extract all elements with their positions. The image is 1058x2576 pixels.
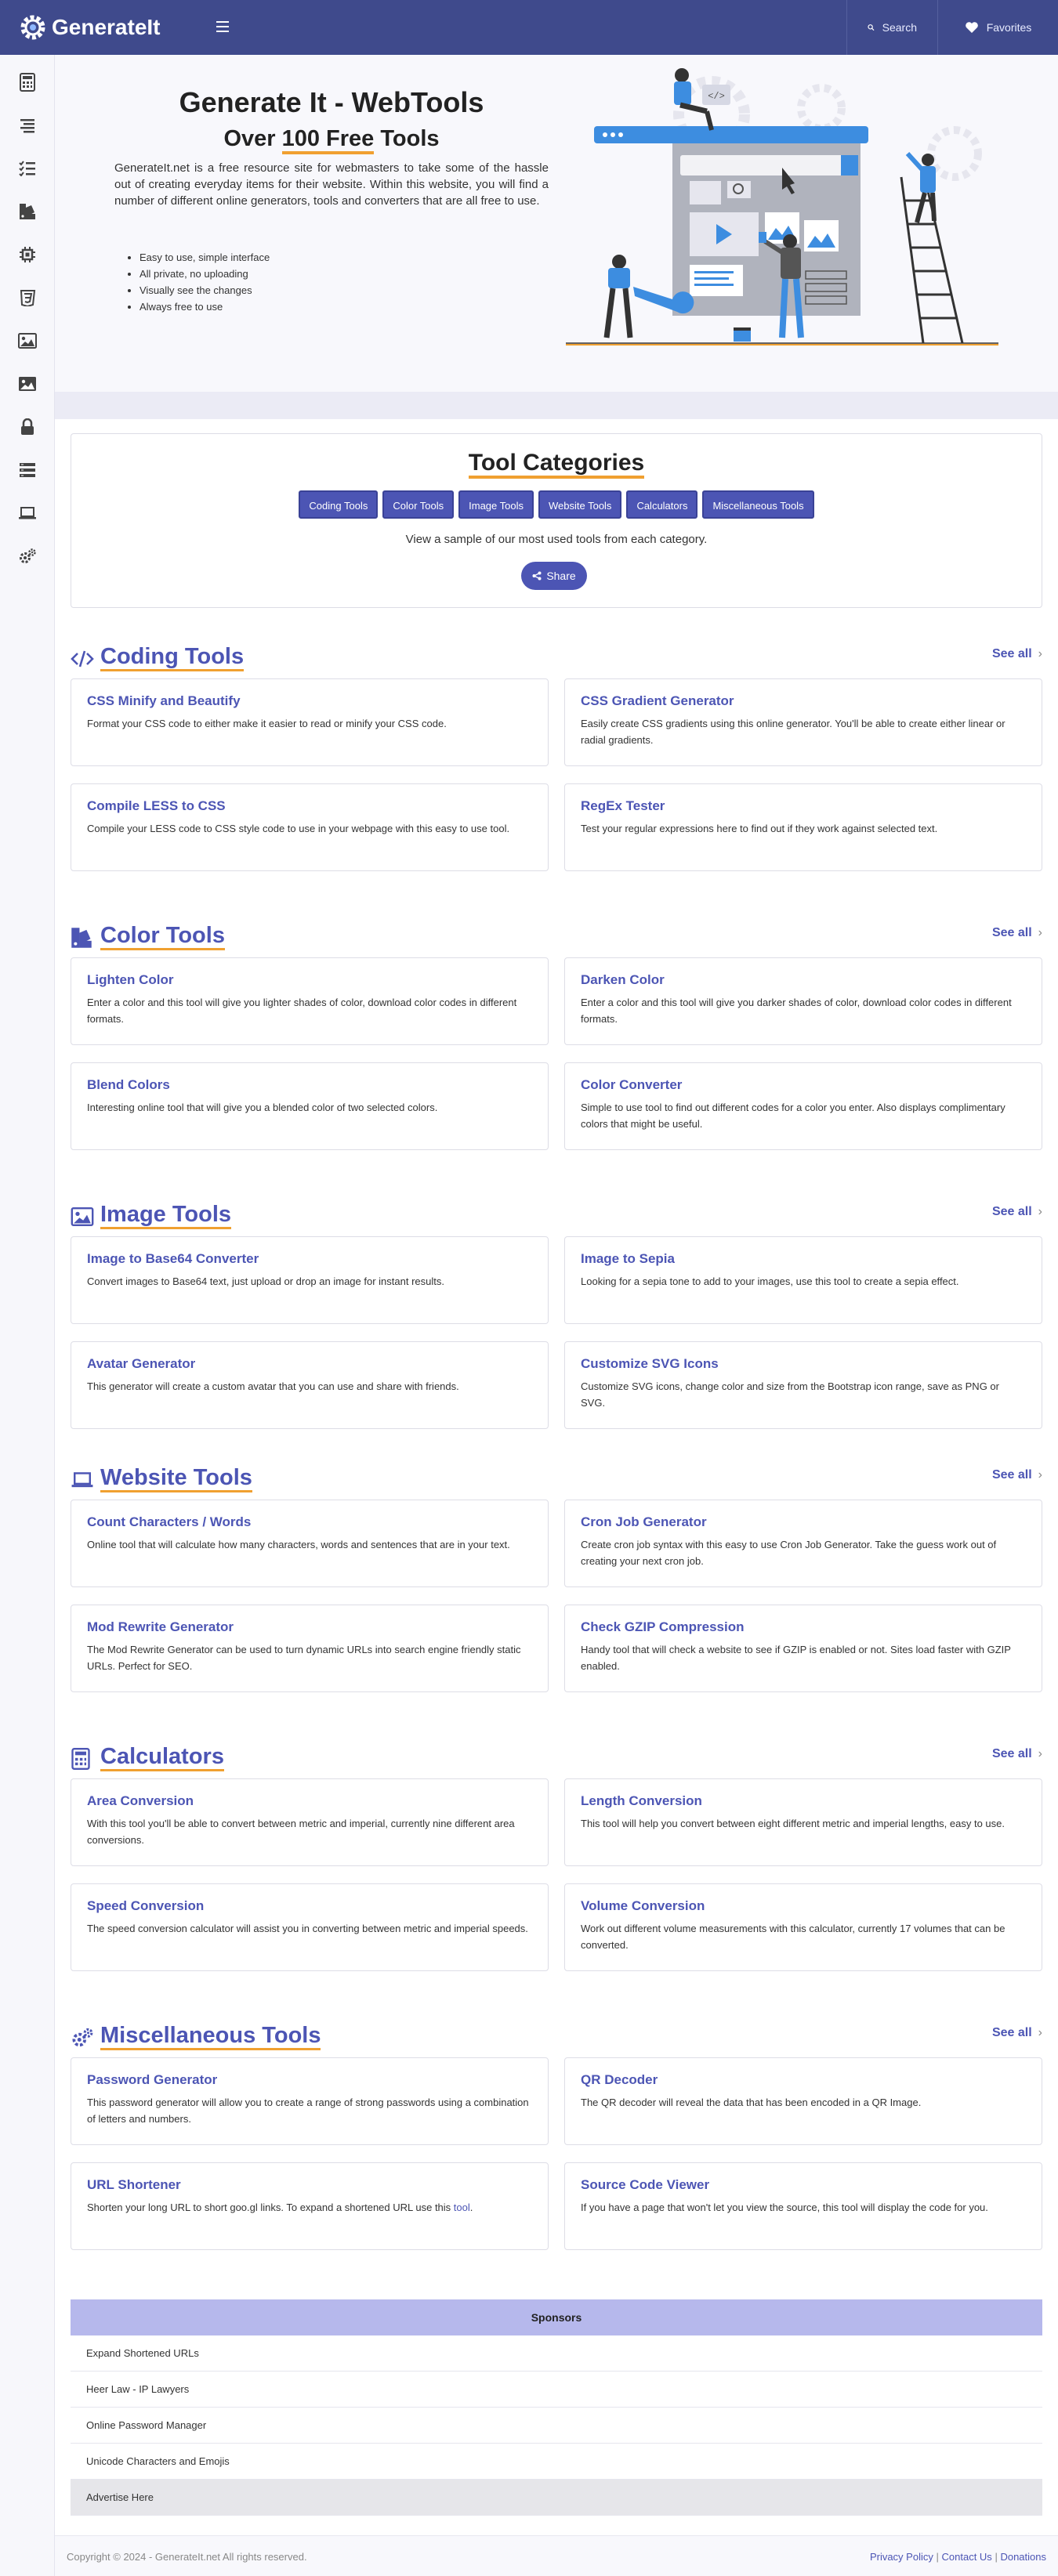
hamburger-icon[interactable] (216, 19, 232, 37)
lock-icon[interactable] (17, 417, 38, 437)
tool-card[interactable] (71, 2057, 549, 2145)
share-icon (532, 571, 542, 581)
section-coding-tools (71, 642, 1042, 893)
calculator-icon (71, 1749, 94, 1769)
tool-description-text: Shorten your long URL to short goo.gl links. To expand a shortened URL use this (87, 2202, 454, 2213)
tool-description: With this tool you'll be able to convert between metric and imperial, currently nine different area conversions. (87, 1818, 515, 1846)
sponsor-link[interactable]: Unicode Characters and Emojis (71, 2444, 1042, 2480)
footer-links (870, 2551, 1046, 2563)
tool-description: Compile your LESS code to CSS style code to use in your webpage with this easy to use tool. (87, 823, 510, 834)
category-button-coding[interactable]: Coding Tools (299, 490, 378, 519)
tool-title[interactable]: Volume Conversion (581, 1898, 705, 1913)
tool-title[interactable]: Mod Rewrite Generator (87, 1619, 234, 1634)
tool-title[interactable]: Customize SVG Icons (581, 1356, 719, 1371)
tool-card[interactable] (71, 678, 549, 766)
advertise-link[interactable]: Advertise Here (71, 2480, 1042, 2516)
footer-separator: | (995, 2551, 998, 2563)
tool-title[interactable]: CSS Minify and Beautify (87, 693, 241, 708)
category-button-image[interactable]: Image Tools (458, 490, 534, 519)
section-title-text: Website Tools (100, 1465, 252, 1492)
tool-card[interactable] (71, 783, 549, 871)
laptop-icon (71, 1470, 94, 1490)
tool-description: This generator will create a custom avatar that you can use and share with friends. (87, 1380, 459, 1392)
palette-icon[interactable] (17, 201, 38, 222)
section-image-tools (71, 1200, 1042, 1451)
image-icon[interactable] (17, 331, 38, 351)
tool-card[interactable] (71, 1500, 549, 1587)
tool-card[interactable] (564, 1883, 1042, 1971)
tool-description: Simple to use tool to find out different codes for a color you enter. Also displays complimentary colors that might be useful. (581, 1102, 1005, 1130)
tool-title[interactable]: RegEx Tester (581, 798, 665, 813)
tool-description: The speed conversion calculator will assist you in converting between metric and imperial speeds. (87, 1923, 528, 1934)
list-icon[interactable] (17, 460, 38, 480)
section-title-text: Miscellaneous Tools (100, 2023, 321, 2050)
tool-description: Format your CSS code to either make it easier to read or minify your CSS code. (87, 718, 447, 729)
feature-item: • All private, no uploading (139, 266, 270, 282)
hero-divider (55, 392, 1058, 419)
tool-card[interactable] (71, 1883, 549, 1971)
tool-card[interactable] (564, 957, 1042, 1045)
section-title[interactable] (100, 1202, 231, 1228)
tool-description: Enter a color and this tool will give you lighter shades of color, download color codes in different formats. (87, 997, 517, 1025)
tool-card[interactable] (564, 2057, 1042, 2145)
contact-us-link[interactable]: Contact Us (941, 2551, 992, 2563)
sponsors-table (71, 2299, 1042, 2516)
tool-title[interactable]: URL Shortener (87, 2177, 181, 2192)
see-all-label: See all (991, 1468, 1032, 1482)
search-icon (868, 20, 875, 34)
tool-title[interactable]: Check GZIP Compression (581, 1619, 745, 1634)
feature-item: • Always free to use (139, 298, 270, 315)
chevron-right-icon: › (1038, 1747, 1042, 1760)
tool-description: Convert images to Base64 text, just upload or drop an image for instant results. (87, 1275, 444, 1287)
category-buttons (71, 490, 1042, 519)
tool-card[interactable] (71, 1605, 549, 1692)
tool-description: This tool will help you convert between eight different metric and imperial lengths, easy to use. (581, 1818, 1005, 1829)
tool-description: Customize SVG icons, change color and size from the Bootstrap icon range, save as PNG or SVG. (581, 1380, 999, 1409)
favorites-button[interactable] (937, 0, 1058, 55)
privacy-policy-link[interactable]: Privacy Policy (869, 2551, 933, 2563)
tool-card[interactable] (71, 1236, 549, 1324)
tool-title[interactable]: Count Characters / Words (87, 1514, 252, 1529)
checklist-icon[interactable] (17, 158, 38, 179)
donations-link[interactable]: Donations (1000, 2551, 1046, 2563)
tool-categories-card (71, 433, 1042, 608)
gears-icon (71, 2028, 94, 2048)
section-title[interactable] (100, 644, 244, 670)
chevron-right-icon: › (1038, 926, 1042, 939)
tool-card[interactable] (71, 1778, 549, 1866)
see-all-label: See all (991, 1205, 1032, 1218)
laptop-icon[interactable] (17, 503, 38, 523)
sponsor-link[interactable]: Online Password Manager (71, 2408, 1042, 2444)
tool-description: The QR decoder will reveal the data that has been encoded in a QR Image. (581, 2097, 922, 2108)
section-header (71, 642, 1042, 674)
category-button-website[interactable]: Website Tools (538, 490, 621, 519)
section-title-text: Image Tools (100, 1202, 231, 1229)
section-header (71, 1200, 1042, 1232)
sponsors-header: Sponsors (71, 2299, 1042, 2335)
search-button[interactable] (846, 0, 937, 55)
section-header (71, 921, 1042, 953)
tool-card[interactable] (564, 1778, 1042, 1866)
footer-separator: | (936, 2551, 939, 2563)
category-button-misc[interactable]: Miscellaneous Tools (702, 490, 813, 519)
sponsor-link[interactable]: Heer Law - IP Lawyers (71, 2372, 1042, 2408)
categories-title-text: Tool Categories (469, 450, 644, 479)
categories-note: View a sample of our most used tools from each category. (405, 533, 708, 546)
tool-title[interactable]: Lighten Color (87, 972, 174, 987)
svg-text:</>: </> (708, 91, 725, 102)
tool-card[interactable] (564, 1236, 1042, 1324)
heart-icon (965, 21, 979, 34)
tool-description-end: . (469, 2202, 473, 2213)
hero-illustration (563, 67, 1002, 349)
category-button-calculators[interactable]: Calculators (626, 490, 697, 519)
tool-title[interactable]: Darken Color (581, 972, 665, 987)
feature-list (139, 249, 270, 315)
see-all-link[interactable] (992, 647, 1042, 661)
see-all-label: See all (991, 647, 1032, 660)
share-button[interactable] (521, 562, 587, 590)
tool-card[interactable] (71, 957, 549, 1045)
tool-title[interactable]: Length Conversion (581, 1793, 702, 1808)
share-label: Share (546, 570, 576, 582)
tool-card[interactable] (564, 1341, 1042, 1429)
tool-description: If you have a page that won't let you view the source, this tool will display the code for you. (581, 2202, 988, 2213)
tool-card[interactable] (71, 1341, 549, 1429)
palette-icon (71, 928, 94, 948)
section-website-tools (71, 1463, 1042, 1714)
css-icon[interactable] (17, 288, 38, 308)
tool-title[interactable]: Compile LESS to CSS (87, 798, 226, 813)
text-align-icon[interactable] (17, 115, 38, 136)
tool-card[interactable] (71, 1062, 549, 1150)
see-all-link[interactable] (992, 1747, 1042, 1761)
chevron-right-icon: › (1038, 2026, 1042, 2039)
tool-title[interactable]: CSS Gradient Generator (581, 693, 734, 708)
sponsor-link[interactable]: Expand Shortened URLs (71, 2335, 1042, 2372)
section-miscellaneous-tools (71, 2021, 1042, 2272)
calculator-icon[interactable] (17, 72, 38, 92)
favorites-label: Favorites (986, 21, 1032, 34)
tool-description: The Mod Rewrite Generator can be used to turn dynamic URLs into search engine friendly static URLs. Perfect for SEO. (87, 1644, 521, 1672)
code-icon (71, 649, 94, 669)
section-title[interactable] (100, 1465, 252, 1491)
see-all-link[interactable] (992, 2026, 1042, 2040)
tool-description: Test your regular expressions here to find out if they work against selected text. (581, 823, 938, 834)
section-header (71, 1463, 1042, 1495)
tool-description (87, 2199, 532, 2216)
top-navbar (0, 0, 1058, 55)
gears-icon[interactable] (17, 546, 38, 566)
tool-description: Online tool that will calculate how many characters, words and sentences that are in your text. (87, 1539, 510, 1550)
see-all-label: See all (991, 1747, 1032, 1760)
tool-title[interactable]: QR Decoder (581, 2072, 658, 2087)
sidebar (0, 55, 55, 2576)
chevron-right-icon: › (1038, 647, 1042, 660)
tool-title[interactable]: Password Generator (87, 2072, 218, 2087)
hero-description: GenerateIt.net is a free resource site for webmasters to take some of the hassle out of creating everyday items for their website. Within this website, you will find a number of different online generators, tools and converters that are all free to use. (114, 161, 549, 208)
see-all-link[interactable] (992, 1468, 1042, 1482)
chevron-right-icon: › (1038, 1468, 1042, 1482)
category-button-color[interactable]: Color Tools (382, 490, 454, 519)
tool-description: Enter a color and this tool will give you darker shades of color, download color codes in different formats. (581, 997, 1012, 1025)
tool-card[interactable] (564, 1062, 1042, 1150)
tool-description: Create cron job syntax with this easy to use Cron Job Generator. Take the guess work out of creating your next cron job. (581, 1539, 997, 1567)
tool-title[interactable]: Image to Sepia (581, 1251, 675, 1266)
subtitle-post: Tools (374, 126, 440, 151)
categories-title (71, 450, 1042, 476)
see-all-link[interactable] (992, 1205, 1042, 1219)
section-title-text: Calculators (100, 1744, 224, 1771)
tool-title[interactable]: Source Code Viewer (581, 2177, 710, 2192)
brand[interactable] (0, 13, 165, 42)
section-title-text: Color Tools (100, 923, 225, 950)
tool-description: Interesting online tool that will give you a blended color of two selected colors. (87, 1102, 438, 1113)
see-all-label: See all (991, 926, 1032, 939)
copyright: Copyright © 2024 - GenerateIt.net All rights reserved. (67, 2551, 307, 2563)
tool-card[interactable] (564, 1605, 1042, 1692)
page-subtitle (114, 126, 549, 152)
tool-card[interactable] (564, 678, 1042, 766)
tool-title[interactable]: Avatar Generator (87, 1356, 196, 1371)
image-icon (71, 1207, 94, 1227)
tool-description: This password generator will allow you to create a range of strong passwords using a combination of letters and numbers. (87, 2097, 529, 2125)
tool-description: Handy tool that will check a website to see if GZIP is enabled or not. Sites load faster with GZIP enabled. (581, 1644, 1011, 1672)
section-title[interactable] (100, 923, 225, 949)
tool-card[interactable] (71, 2162, 549, 2250)
section-title-text: Coding Tools (100, 644, 244, 671)
section-header (71, 2021, 1042, 2053)
feature-item: • Visually see the changes (139, 282, 270, 298)
image-alt-icon[interactable] (17, 374, 38, 394)
section-calculators (71, 1742, 1042, 1993)
chevron-right-icon: › (1038, 1205, 1042, 1218)
see-all-label: See all (991, 2026, 1032, 2039)
tool-title[interactable]: Speed Conversion (87, 1898, 205, 1913)
section-color-tools (71, 921, 1042, 1172)
subtitle-underlined: 100 Free (282, 126, 375, 154)
subtitle-pre: Over (223, 126, 282, 151)
tool-description: Easily create CSS gradients using this online generator. You'll be able to create either linear or radial gradients. (581, 718, 1005, 746)
see-all-link[interactable] (992, 926, 1042, 940)
section-header (71, 1742, 1042, 1774)
gear-logo-icon (19, 13, 47, 42)
tool-card[interactable] (564, 2162, 1042, 2250)
tool-description: Work out different volume measurements with this calculator, currently 17 volumes that can be converted. (581, 1923, 1005, 1951)
brand-name: GenerateIt (52, 15, 161, 39)
cpu-icon[interactable] (17, 244, 38, 265)
tool-description: Looking for a sepia tone to add to your images, use this tool to create a sepia effect. (581, 1275, 959, 1287)
search-label: Search (882, 21, 917, 34)
tool-title[interactable]: Color Converter (581, 1077, 683, 1092)
tool-card[interactable] (564, 783, 1042, 871)
footer (55, 2535, 1058, 2576)
page-title: Generate It - WebTools (179, 86, 484, 118)
tool-title[interactable]: Cron Job Generator (581, 1514, 707, 1529)
tool-title[interactable]: Image to Base64 Converter (87, 1251, 259, 1266)
feature-item: • Easy to use, simple interface (139, 249, 270, 266)
expand-tool-link[interactable]: tool (453, 2202, 470, 2213)
tool-title[interactable]: Blend Colors (87, 1077, 170, 1092)
tool-card[interactable] (564, 1500, 1042, 1587)
section-title[interactable] (100, 1744, 224, 1770)
tool-title[interactable]: Area Conversion (87, 1793, 194, 1808)
section-title[interactable] (100, 2023, 321, 2049)
